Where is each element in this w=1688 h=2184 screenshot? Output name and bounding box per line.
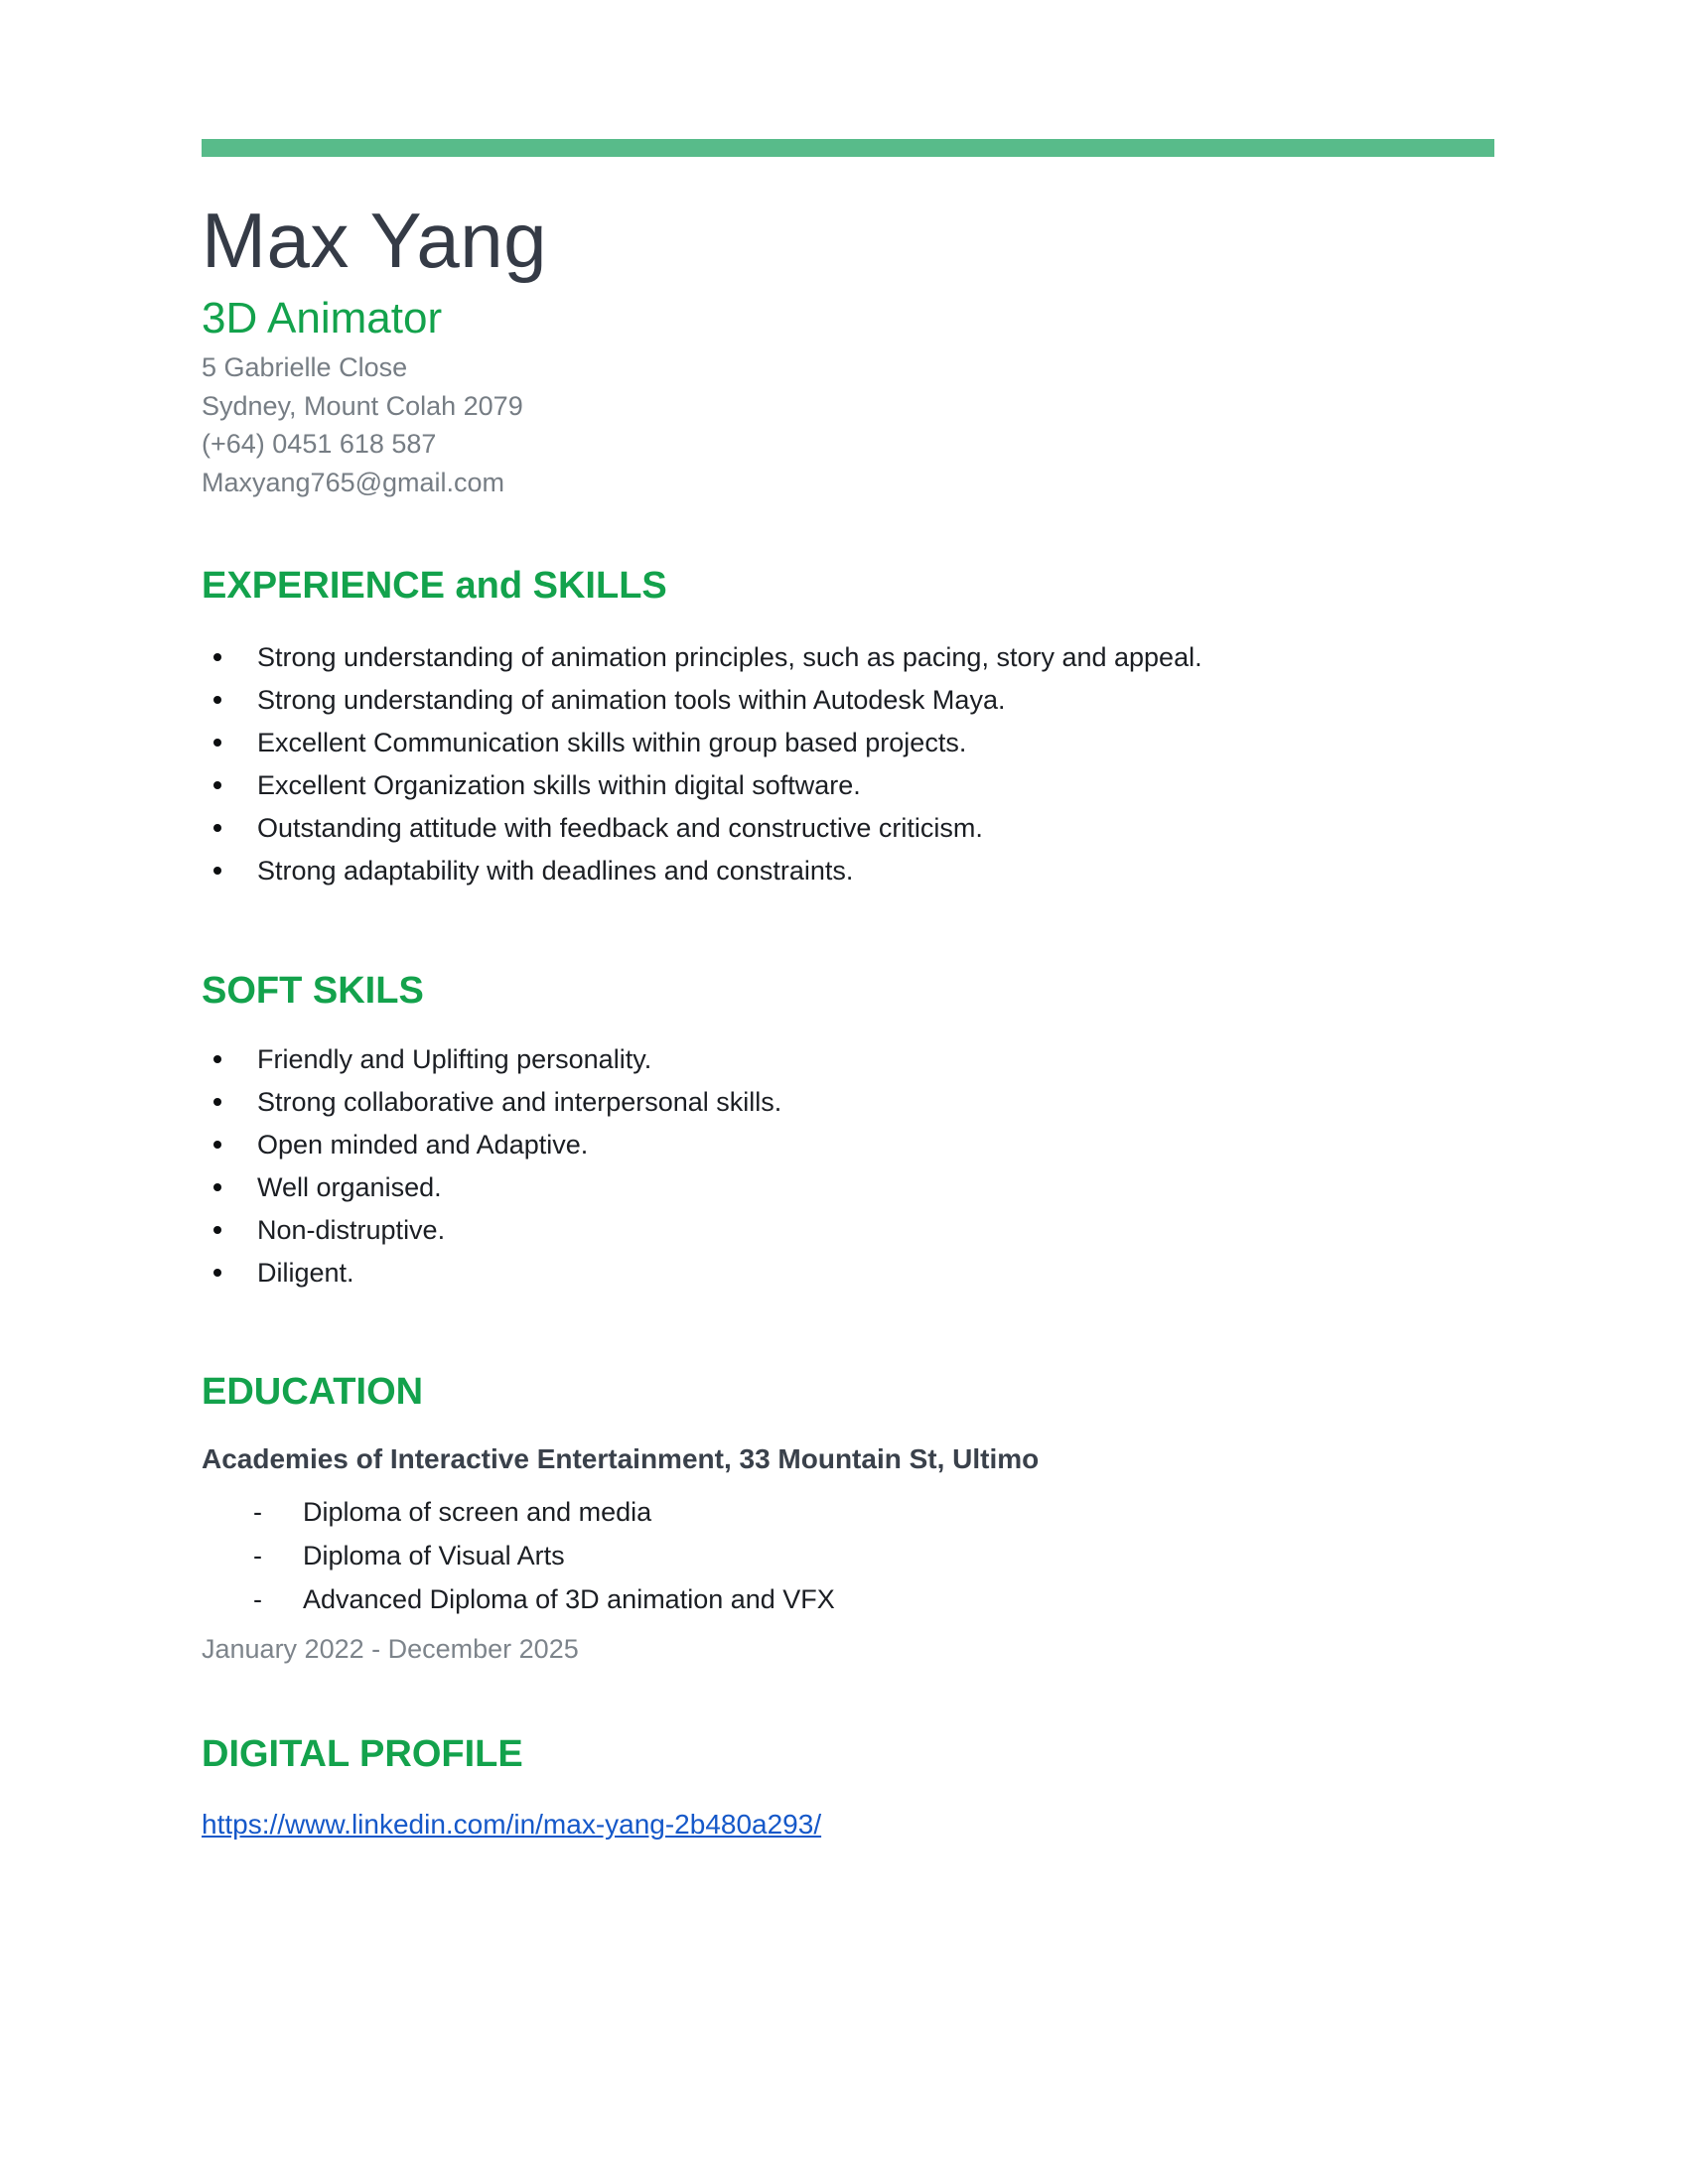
list-item [202,1038,1494,1081]
bullet-text: Open minded and Adaptive. [257,1129,589,1160]
bullet-dot-icon [213,653,221,661]
bullet-dot-icon [213,1098,221,1106]
bullet-text: Strong adaptability with deadlines and constraints. [257,855,854,886]
bullet-dot-icon [213,696,221,704]
bullet-dot-icon [213,781,221,789]
bullet-text: Non-distruptive. [257,1214,446,1245]
bullet-text: Diligent. [257,1257,354,1288]
list-item: - Diploma of Visual Arts [202,1534,1494,1577]
contact-line-address2: Sydney, Mount Colah 2079 [202,390,523,421]
section-heading-education: EDUCATION [202,1370,424,1413]
contact-line-phone: (+64) 0451 618 587 [202,429,437,460]
list-item: - Advanced Diploma of 3D animation and VFX [202,1577,1494,1621]
bullet-text: Excellent Organization skills within digital software. [257,769,861,800]
list-item [202,764,1494,807]
contact-line-address1: 5 Gabrielle Close [202,352,408,383]
bullet-dot-icon [213,739,221,747]
contact-line-email: Maxyang765@gmail.com [202,467,505,497]
bullet-dot-icon [213,1269,221,1277]
linkedin-link[interactable]: https://www.linkedin.com/in/max-yang-2b480a293/ [202,1809,822,1841]
list-item [202,679,1494,722]
list-item [202,1081,1494,1124]
name-heading: Max Yang [202,197,547,284]
job-title: 3D Animator [202,293,443,342]
bullet-dot-icon [213,1183,221,1191]
section-heading-experience: EXPERIENCE and SKILLS [202,565,667,608]
bullet-text: Friendly and Uplifting personality. [257,1043,652,1074]
bullet-text: Strong collaborative and interpersonal skills. [257,1086,782,1117]
contact-block [202,348,1494,501]
education-school: Academies of Interactive Entertainment, 33 Mountain St, Ultimo [202,1443,1040,1475]
education-dates: January 2022 - December 2025 [202,1633,579,1664]
section-heading-soft-skills: SOFT SKILS [202,969,424,1012]
bullet-dot-icon [213,1055,221,1063]
bullet-dot-icon [213,1226,221,1234]
list-item [202,1209,1494,1252]
list-item [202,722,1494,764]
bullet-dot-icon [213,824,221,832]
bullet-text: Strong understanding of animation principles, such as pacing, story and appeal. [257,641,1202,672]
bullet-dot-icon [213,1141,221,1149]
list-item: - Diploma of screen and media [202,1490,1494,1534]
bullet-text: Strong understanding of animation tools within Autodesk Maya. [257,684,1006,715]
soft-skills-bullet-list [202,1038,1494,1295]
list-item [202,1252,1494,1295]
section-heading-digital-profile: DIGITAL PROFILE [202,1732,523,1775]
list-item [202,1124,1494,1166]
bullet-text: Excellent Communication skills within group based projects. [257,727,967,757]
bullet-text: Well organised. [257,1171,442,1202]
list-item [202,1166,1494,1209]
list-item [202,636,1494,679]
list-item [202,807,1494,850]
list-item [202,850,1494,892]
bullet-dot-icon [213,867,221,875]
education-dash-list [202,1490,1494,1621]
bullet-text: Outstanding attitude with feedback and constructive criticism. [257,812,983,843]
experience-bullet-list [202,636,1494,892]
accent-bar [202,139,1494,157]
